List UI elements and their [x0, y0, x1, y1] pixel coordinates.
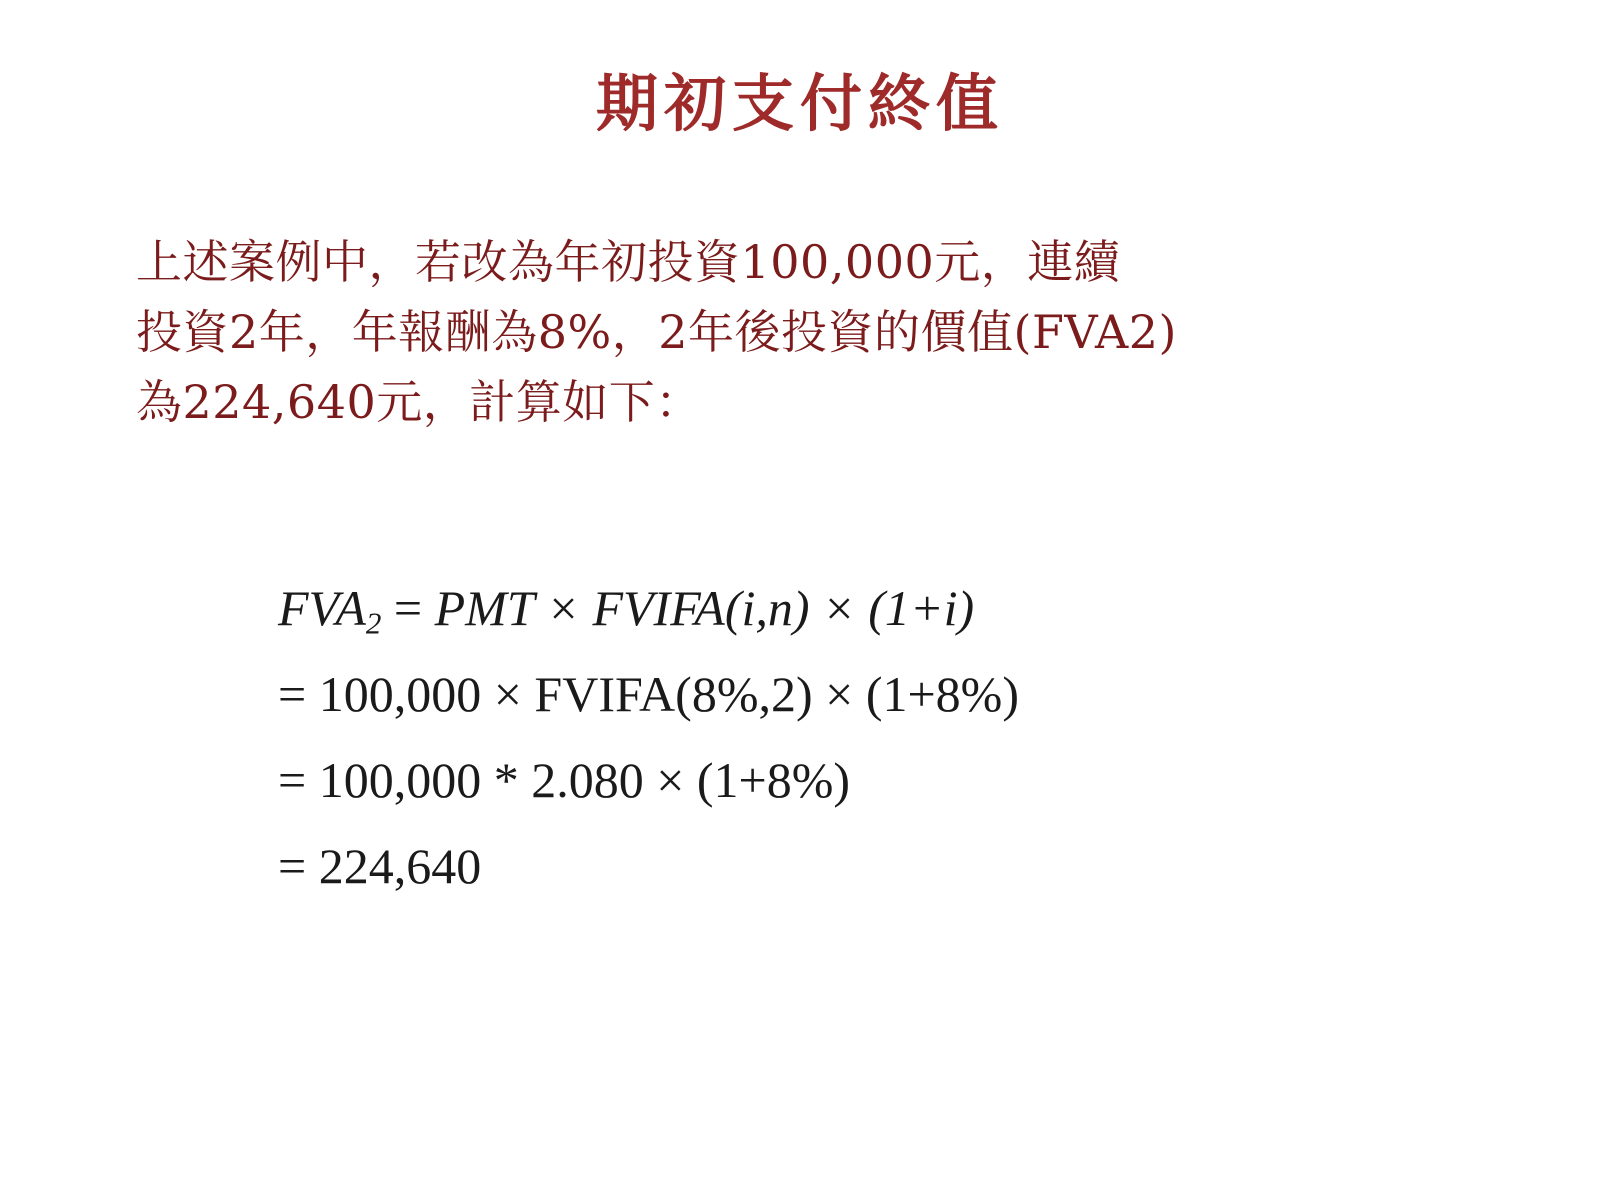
- formula-line-2: = 100,000 × FVIFA(8%,2) × (1+8%): [278, 666, 1019, 722]
- formula-rhs-1: PMT × FVIFA(i,n) × (1+i): [434, 580, 975, 636]
- page-title: 期初支付終值: [595, 67, 1004, 140]
- formula-line-1: [278, 565, 1019, 651]
- body-line-2: 投資2年，年報酬為8%，2年後投資的價值(FVA2): [136, 304, 1177, 359]
- formula-line-3: = 100,000 * 2.080 × (1+8%): [278, 752, 851, 808]
- formula-lhs-subscript: 2: [365, 605, 382, 641]
- body-paragraph: [136, 228, 1476, 438]
- formula-line-4: = 224,640: [278, 838, 482, 894]
- body-line-3: 為224,640元，計算如下：: [136, 374, 702, 429]
- formula-lhs-base: FVA: [278, 580, 366, 636]
- body-line-1: 上述案例中，若改為年初投資100,000元，連續: [136, 235, 1121, 289]
- formula-block: [278, 565, 1019, 909]
- formula-equals-1: =: [393, 580, 423, 636]
